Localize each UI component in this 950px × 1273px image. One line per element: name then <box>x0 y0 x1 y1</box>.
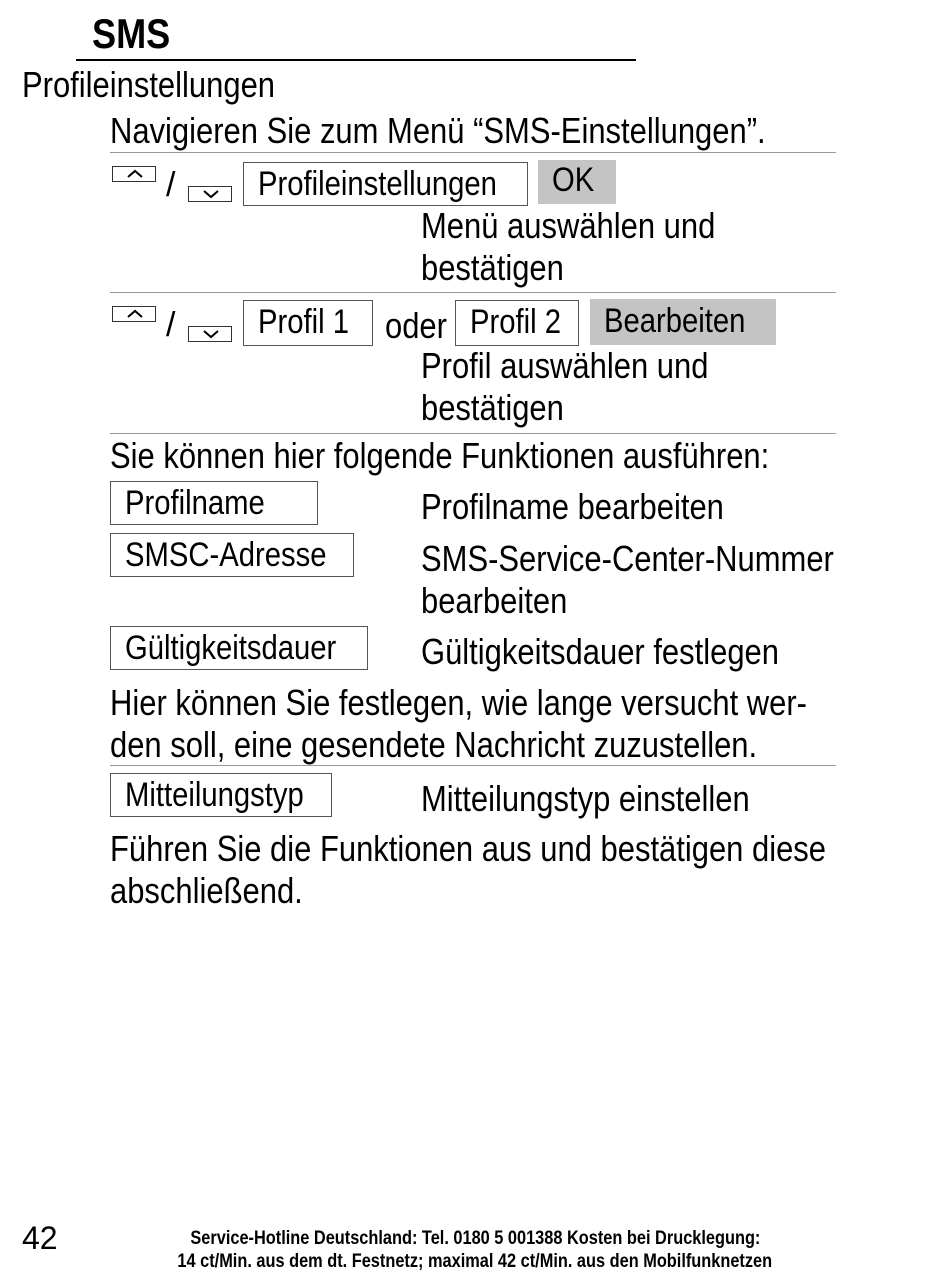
display-mitteilungstyp: Mitteilungstyp <box>110 773 332 817</box>
or-text: oder <box>385 305 447 346</box>
divider <box>110 152 836 153</box>
chevron-down-icon <box>202 329 220 339</box>
page-number: 42 <box>22 1220 58 1256</box>
step1-description-line1: Menü auswählen und <box>421 205 716 246</box>
display-smsc-adresse: SMSC-Adresse <box>110 533 354 577</box>
title-divider <box>76 59 636 61</box>
footer-hotline-line1: Service-Hotline Deutschland: Tel. 0180 5 001388 Kosten bei Drucklegung: <box>190 1228 760 1249</box>
display-gueltigkeitsdauer: Gültigkeitsdauer <box>110 626 368 670</box>
step2-description-line2: bestätigen <box>421 387 564 428</box>
footer-hotline-line2: 14 ct/Min. aus dem dt. Festnetz; maximal 42 ct/Min. aus den Mobilfunknetzen <box>177 1251 773 1272</box>
page-subtitle: Profileinstellungen <box>22 64 276 105</box>
up-arrow-key[interactable] <box>112 306 156 322</box>
display-profil-2: Profil 2 <box>455 300 579 346</box>
intro-text: Navigieren Sie zum Menü “SMS-Einstellungen”. <box>110 110 766 151</box>
down-arrow-key[interactable] <box>188 186 232 202</box>
softkey-ok[interactable]: OK <box>538 160 616 204</box>
function-description: Mitteilungstyp einstellen <box>421 778 750 819</box>
closing-line2: abschließend. <box>110 870 303 911</box>
validity-note-line2: den soll, eine gesendete Nachricht zuzustellen. <box>110 724 758 765</box>
divider <box>110 292 836 293</box>
display-profil-1: Profil 1 <box>243 300 373 346</box>
up-arrow-key[interactable] <box>112 166 156 182</box>
validity-note-line1: Hier können Sie festlegen, wie lange versucht wer- <box>110 682 807 723</box>
key-separator: / <box>166 306 176 344</box>
functions-intro: Sie können hier folgende Funktionen ausführen: <box>110 435 770 476</box>
function-description: Profilname bearbeiten <box>421 486 724 527</box>
function-description: bearbeiten <box>421 580 568 621</box>
down-arrow-key[interactable] <box>188 326 232 342</box>
chevron-down-icon <box>202 189 220 199</box>
step2-description-line1: Profil auswählen und <box>421 345 709 386</box>
section-title: SMS <box>92 10 171 57</box>
function-description: SMS-Service-Center-Nummer <box>421 538 834 579</box>
function-description: Gültigkeitsdauer festlegen <box>421 631 779 672</box>
display-profilname: Profilname <box>110 481 318 525</box>
chevron-up-icon <box>126 169 144 179</box>
display-profileinstellungen: Profileinstellungen <box>243 162 528 206</box>
key-separator: / <box>166 166 176 204</box>
divider <box>110 765 836 766</box>
divider <box>110 433 836 434</box>
softkey-bearbeiten[interactable]: Bearbeiten <box>590 299 776 345</box>
step1-description-line2: bestätigen <box>421 247 564 288</box>
closing-line1: Führen Sie die Funktionen aus und bestätigen diese <box>110 828 827 869</box>
chevron-up-icon <box>126 309 144 319</box>
